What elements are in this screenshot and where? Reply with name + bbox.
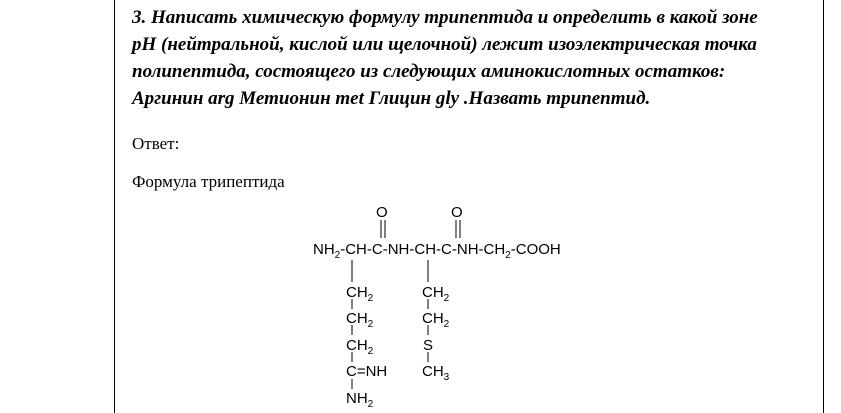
arg-ch2-a: $CH_2$ [346,284,374,304]
backbone-part-1: -CH-C-NH-CH-C-NH-CH [340,241,506,258]
met-ch2-a: $CH_2$ [422,284,450,304]
arg-nh2: $NH_2$ [346,390,374,410]
answer-label: Ответ: [132,134,180,153]
arg-ch2-c: $CH_2$ [346,337,374,357]
task-text [132,4,812,112]
task-line: 3. Написать химическую формулу трипептида и определить в какой зоне [132,7,758,28]
page-border-right [823,0,824,413]
formula-label: Формула трипептида [132,172,285,191]
arg-ch2-b: $CH_2$ [346,310,374,330]
arg-guanidino-c: C=NH [346,363,388,380]
backbone-nh-sub: 2 [334,250,341,261]
carbonyl-oxygen-2: O [451,204,463,221]
task-line: полипептида, состоящего из следующих аминокислотных остатков: [132,61,726,82]
task-line: рН (нейтральной, кислой или щелочной) лежит изоэлектрическая точка [132,34,757,55]
backbone-part-2: -COOH [510,241,561,258]
met-ch3: $CH_3$ [422,363,450,383]
met-ch2-b: $CH_2$ [422,310,450,330]
peptide-backbone [313,241,561,261]
task-line: Аргинин arg Метионин met Глицин gly .Назвать трипептид. [132,88,651,109]
page-border-left [114,0,115,413]
backbone-ch2-sub: 2 [505,250,511,261]
backbone-nh: NH [313,241,335,258]
met-sulfur: S [423,337,434,354]
carbonyl-oxygen-1: O [376,204,388,221]
